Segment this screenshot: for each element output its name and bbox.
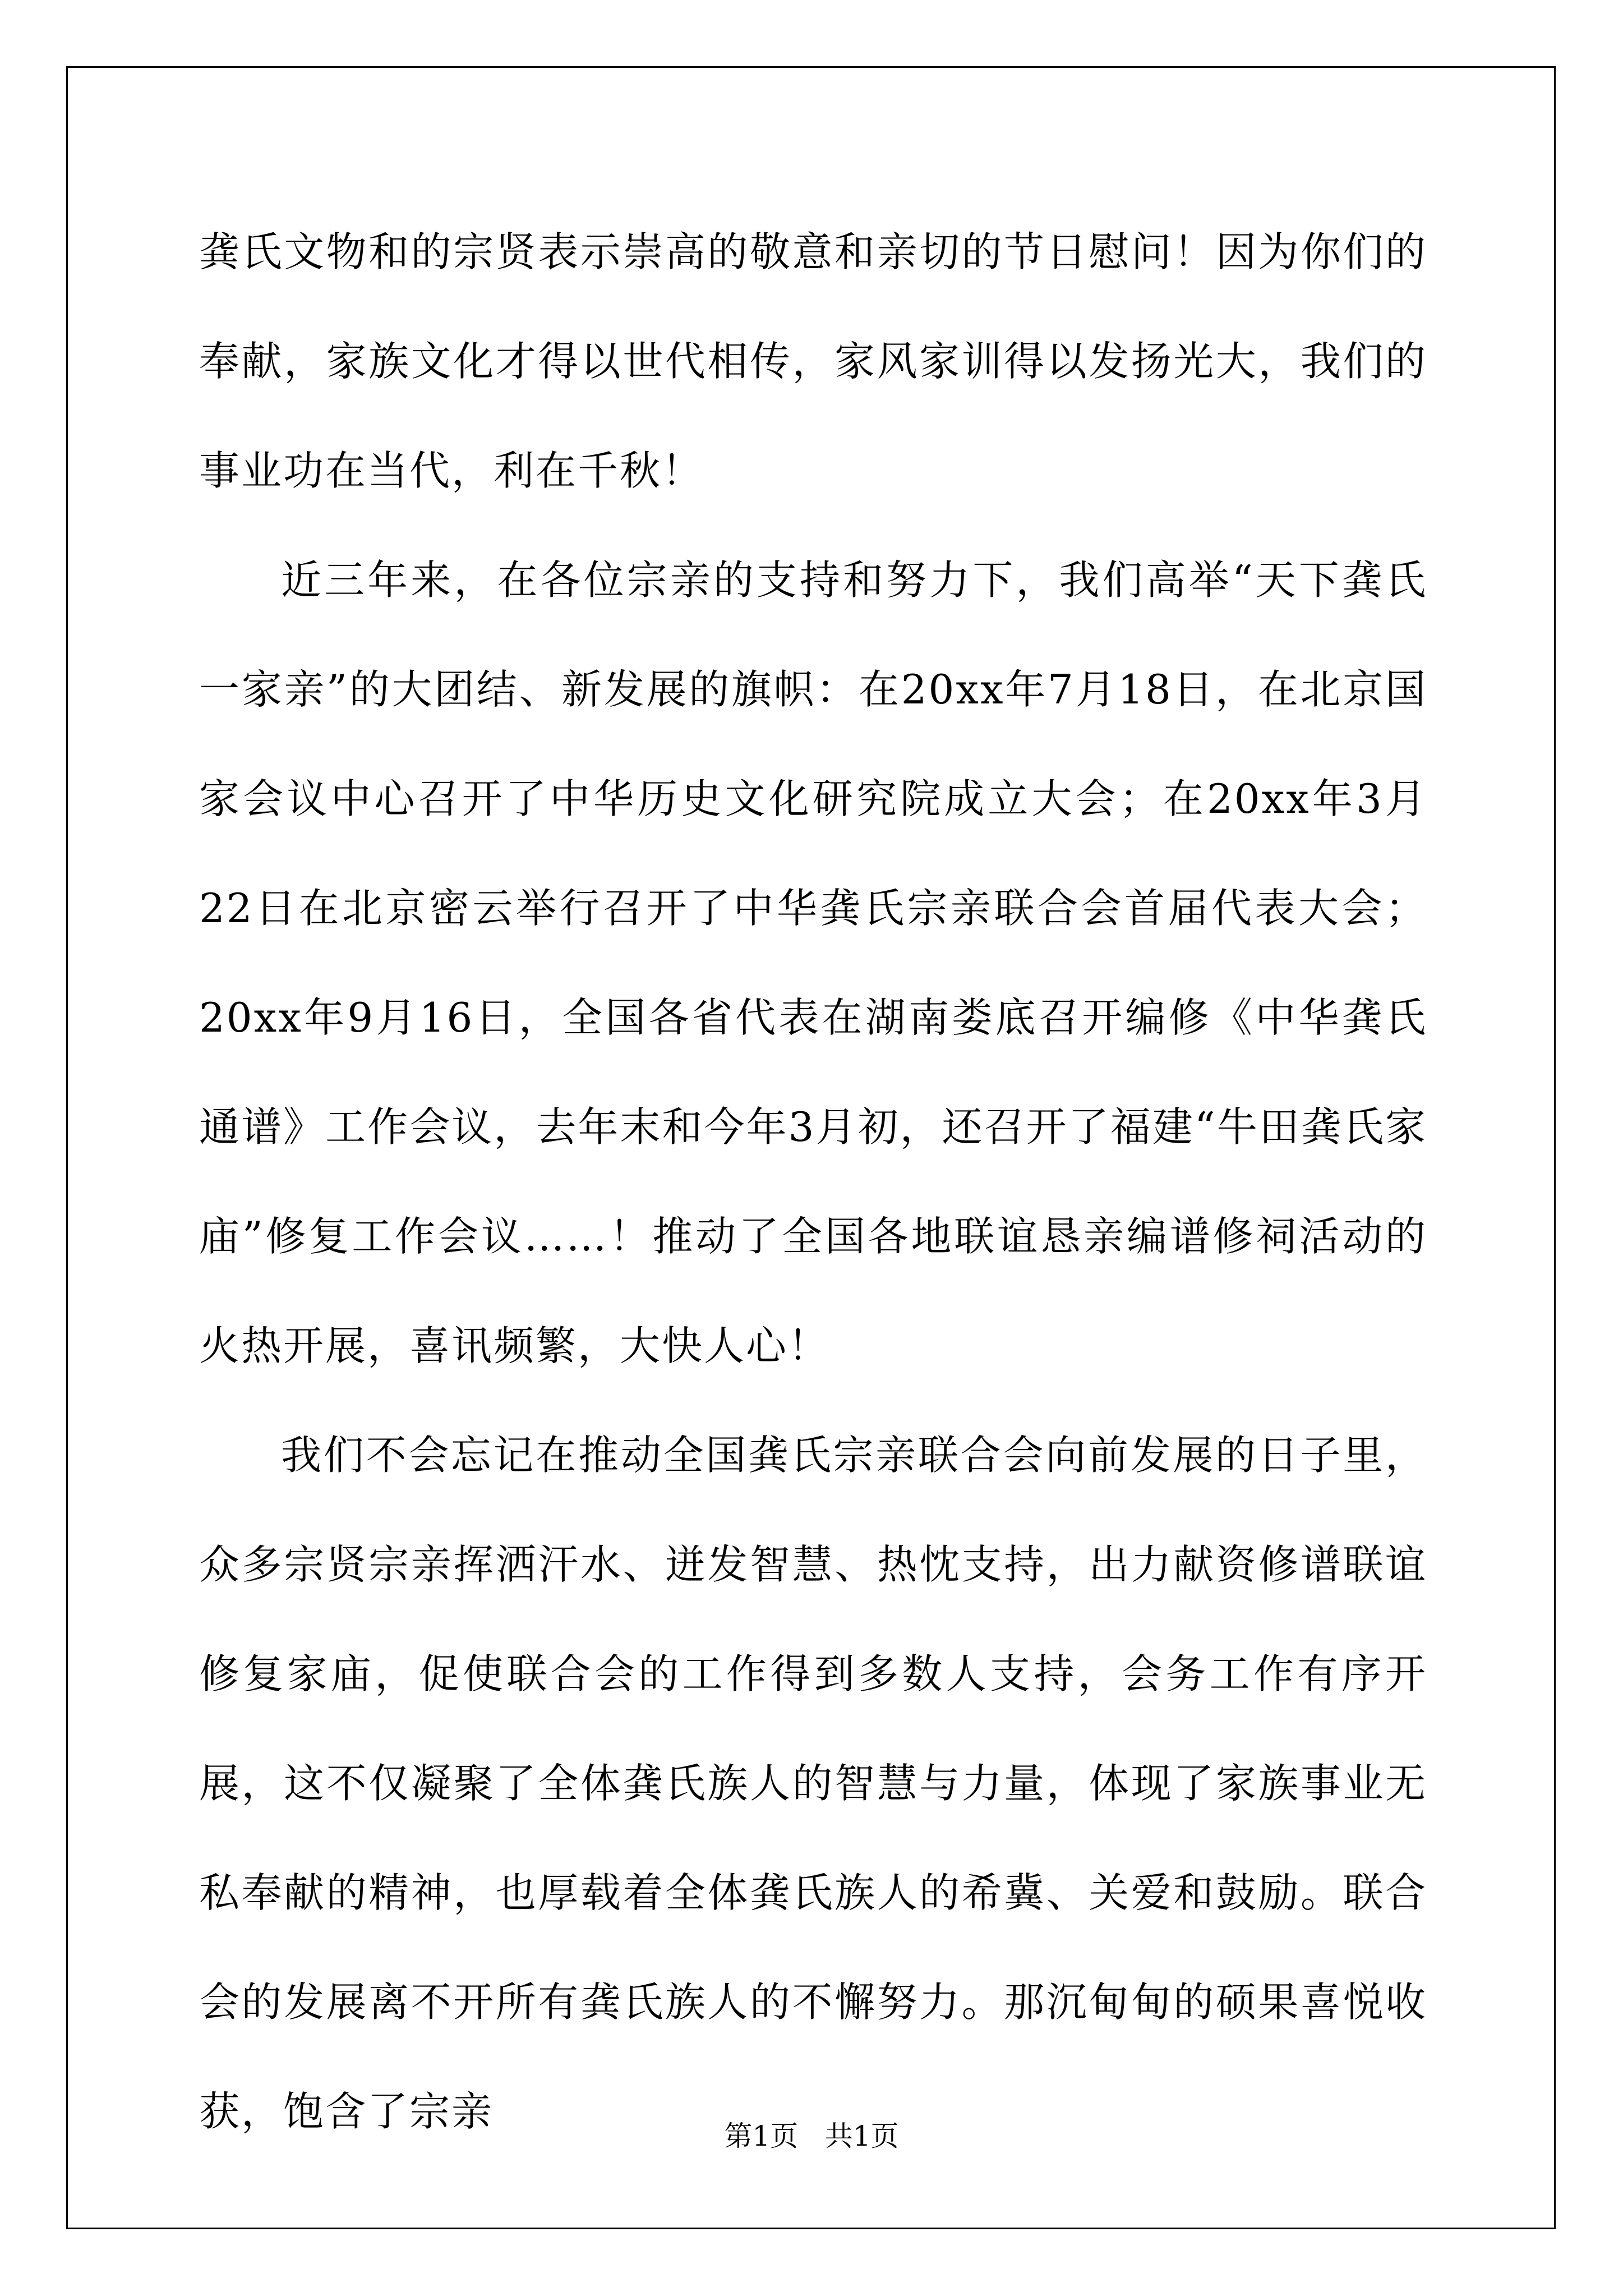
document-body <box>199 197 1427 2166</box>
paragraph-3: 我们不会忘记在推动全国龚氏宗亲联合会向前发展的日子里，众多宗贤宗亲挥洒汗水、迸发智慧、热忱支持，出力献资修谱联谊修复家庙，促使联合会的工作得到多数人支持，会务工作有序开展，这不仅凝聚了全体龚氏族人的智慧与力量，体现了家族事业无私奉献的精神，也厚载着全体龚氏族人的希冀、关爱和鼓励。联合会的发展离不开所有龚氏族人的不懈努力。那沉甸甸的硕果喜悦收获，饱含了宗亲 <box>199 1432 1427 2135</box>
page-footer <box>0 2114 1623 2154</box>
paragraph-1: 龚氏文物和的宗贤表示崇高的敬意和亲切的节日慰问！因为你们的奉献，家族文化才得以世代相传，家风家训得以发扬光大，我们的事业功在当代，利在千秋！ <box>199 228 1427 494</box>
page-total: 共1页 <box>824 2120 899 2152</box>
paragraph-2: 近三年来，在各位宗亲的支持和努力下，我们高举“天下龚氏一家亲”的大团结、新发展的旗帜：在20xx年7月18日，在北京国家会议中心召开了中华历史文化研究院成立大会；在20xx年3月22日在北京密云举行召开了中华龚氏宗亲联合会首届代表大会；20xx年9月16日，全国各省代表在湖南娄底召开编修《中华龚氏通谱》工作会议，去年末和今年3月初，还召开了福建“牛田龚氏家庙”修复工作会议……！推动了全国各地联谊恳亲编谱修祠活动的火热开展，喜讯频繁，大快人心！ <box>199 556 1427 1369</box>
page-number: 第1页 <box>724 2120 799 2152</box>
